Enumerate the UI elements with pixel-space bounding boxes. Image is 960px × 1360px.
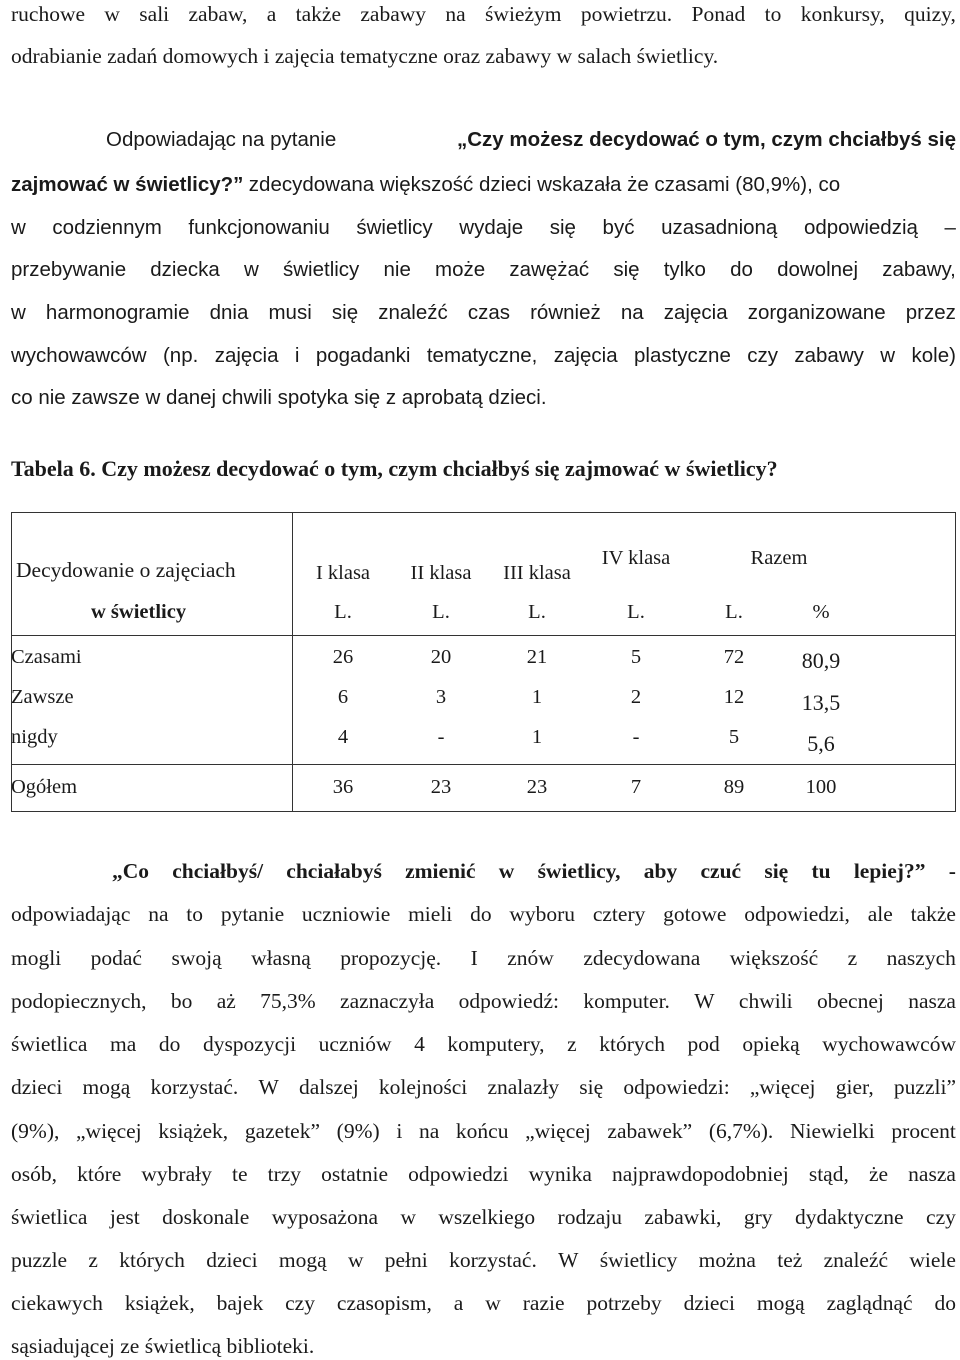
word: większość <box>729 946 819 970</box>
word: świetlicy <box>599 1248 678 1272</box>
word: zabawy, <box>882 258 956 281</box>
word: gazetek” <box>244 1119 321 1143</box>
intro-line-1 <box>11 4 956 26</box>
word: zorganizowane <box>747 301 886 324</box>
word: znów <box>507 946 554 970</box>
word: (np. <box>162 344 199 367</box>
word: końcu <box>455 1119 509 1143</box>
word: wychowawców <box>822 1032 956 1056</box>
word: ostatnie <box>321 1162 389 1186</box>
word: propozycję. <box>340 946 442 970</box>
word: może <box>435 258 486 281</box>
word: swoją <box>171 946 222 970</box>
word: własną <box>251 946 311 970</box>
row-zawsze-class-3: 1 <box>531 686 543 708</box>
word: znaleźć <box>378 301 448 324</box>
paragraph2-line-1 <box>11 861 956 883</box>
header-class-3: III klasa <box>503 562 571 584</box>
word: dalszej <box>298 1075 359 1099</box>
word: i <box>294 344 300 367</box>
word: komputer. <box>583 989 670 1013</box>
row-total-class-4: 7 <box>630 776 642 798</box>
word: ciekawych <box>11 1291 103 1315</box>
header-class-4: IV klasa <box>601 547 671 569</box>
word: czuć <box>700 859 742 883</box>
word: korzystać. <box>150 1075 239 1099</box>
paragraph2-line-8 <box>11 1164 956 1186</box>
word: być <box>602 216 635 239</box>
word: 4 <box>414 1032 425 1056</box>
word: harmonogramie <box>45 301 190 324</box>
table-border-bottom <box>11 811 956 812</box>
row-czasami-percent: 80,9 <box>801 648 841 673</box>
word: pogadanki <box>315 344 411 367</box>
word: tu <box>811 859 831 883</box>
word: zabawy <box>794 344 864 367</box>
row-nigdy-class-4: - <box>632 726 640 748</box>
word: te <box>231 1162 248 1186</box>
word: powietrzu. <box>580 2 673 26</box>
word: także <box>910 902 956 926</box>
row-total-label: Ogółem <box>11 776 78 798</box>
word: na <box>418 1119 440 1143</box>
word: osób, <box>11 1162 57 1186</box>
paragraph1-lead: Odpowiadając na pytanie <box>106 128 337 151</box>
word: W <box>558 1248 579 1272</box>
word: aby <box>643 859 678 883</box>
word: do <box>470 902 492 926</box>
word: a <box>266 2 277 26</box>
subheader-5: L. <box>725 601 743 623</box>
paragraph1-question: „Czy możesz decydować o tym, czym chciałbyś się <box>456 128 956 151</box>
paragraph2-line-4 <box>11 991 956 1013</box>
table-caption: Tabela 6. Czy możesz decydować o tym, czym chciałbyś się zajmować w świetlicy? <box>11 456 778 481</box>
word: sali <box>139 2 170 26</box>
paragraph2-line-12: sąsiadującej ze świetlicą biblioteki. <box>11 1334 315 1358</box>
word: świetlica <box>11 1205 88 1229</box>
word: mogą <box>756 1291 805 1315</box>
word: zajęcia <box>214 344 279 367</box>
word: odpowiadając <box>11 902 131 926</box>
row-nigdy-percent: 5,6 <box>807 731 835 756</box>
word: świetlica <box>11 1032 88 1056</box>
word: zawężać <box>509 258 590 281</box>
row-total-class-2: 23 <box>430 776 452 798</box>
subheader-percent: % <box>812 601 830 623</box>
paragraph1-line-2 <box>11 174 840 196</box>
word: dzieci <box>11 1075 63 1099</box>
word: chciałabyś <box>286 859 382 883</box>
word: aż <box>216 989 236 1013</box>
word: konkursy, <box>800 2 885 26</box>
word: Ponad <box>691 2 746 26</box>
word: mogą <box>278 1248 327 1272</box>
word: I <box>470 946 478 970</box>
word: odpowiedź: <box>458 989 559 1013</box>
word: zabawy <box>360 2 427 26</box>
word: na <box>148 902 169 926</box>
word: świetlicy <box>356 216 433 239</box>
paragraph2-line-6 <box>11 1077 956 1099</box>
word: wszelkiego <box>438 1205 536 1229</box>
row-czasami-total: 72 <box>723 646 745 668</box>
word: też <box>777 1248 803 1272</box>
word: uczniowie <box>301 902 391 926</box>
word: czy <box>747 344 778 367</box>
word: najprawdopodobniej <box>611 1162 789 1186</box>
word: do <box>158 1032 181 1056</box>
word: to <box>186 902 204 926</box>
word: procent <box>891 1119 956 1143</box>
row-zawsze-class-1: 6 <box>337 686 349 708</box>
word: cztery <box>592 902 646 926</box>
word: (9%), <box>11 1119 60 1143</box>
word: mogą <box>82 1075 131 1099</box>
paragraph2-line-7 <box>11 1121 956 1143</box>
word: że <box>868 1162 889 1186</box>
word: odpowiedzi <box>408 1162 509 1186</box>
row-czasami-class-1: 26 <box>332 646 354 668</box>
header-total: Razem <box>750 547 808 569</box>
word: ale <box>867 902 893 926</box>
word: dziecka <box>150 258 220 281</box>
word: zajęcia <box>553 344 618 367</box>
word: nasza <box>908 1162 956 1186</box>
word: quizy, <box>904 2 956 26</box>
header-class-1: I klasa <box>315 562 371 584</box>
word: pełni <box>384 1248 428 1272</box>
row-czasami-label: Czasami <box>11 646 82 668</box>
word: wydaje <box>459 216 524 239</box>
word: stąd, <box>808 1162 849 1186</box>
row-total-total: 89 <box>723 776 745 798</box>
word: można <box>698 1248 756 1272</box>
word: opieką <box>742 1032 800 1056</box>
subheader-2: L. <box>432 601 450 623</box>
word: się <box>613 258 640 281</box>
word: odpowiedzią <box>803 216 918 239</box>
word: w <box>104 2 120 26</box>
word: wynika <box>528 1162 592 1186</box>
word: doskonale <box>162 1205 250 1229</box>
word: wyboru <box>509 902 576 926</box>
row-zawsze-percent: 13,5 <box>801 690 841 715</box>
word: czas <box>467 301 510 324</box>
word: rodzaju <box>557 1205 622 1229</box>
word: „więcej <box>525 1119 591 1143</box>
subheader-3: L. <box>528 601 546 623</box>
paragraph2-line-10 <box>11 1250 956 1272</box>
word: wiele <box>909 1248 956 1272</box>
row-zawsze-class-2: 3 <box>435 686 447 708</box>
word: do <box>934 1291 956 1315</box>
word: dowolnej <box>777 258 858 281</box>
word: uzasadnioną <box>661 216 778 239</box>
paragraph1-line-7: co nie zawsze w danej chwili spotyka się z aprobatą dzieci. <box>11 386 547 409</box>
row-czasami-class-4: 5 <box>630 646 642 668</box>
word: w <box>11 301 26 324</box>
word: znaleźć <box>823 1248 889 1272</box>
word: w <box>11 216 26 239</box>
word: W <box>694 989 715 1013</box>
row-czasami-class-3: 21 <box>526 646 548 668</box>
word: komputery, <box>447 1032 545 1056</box>
paragraph2-line-3 <box>11 948 956 970</box>
row-nigdy-class-2: - <box>437 726 445 748</box>
row-nigdy-label: nigdy <box>11 726 58 748</box>
word: razie <box>522 1291 565 1315</box>
word: odpowiedzi, <box>744 902 850 926</box>
word: chwili <box>738 989 793 1013</box>
word: pod <box>687 1032 720 1056</box>
word: zajęcia <box>663 301 728 324</box>
subheader-1: L. <box>334 601 352 623</box>
word: w <box>498 859 515 883</box>
word: które <box>77 1162 122 1186</box>
word: również <box>530 301 601 324</box>
word: na <box>620 301 644 324</box>
word: zdecydowana <box>583 946 701 970</box>
header-label-line-1: Decydowanie o zajęciach <box>16 558 236 582</box>
word: „więcej <box>76 1119 142 1143</box>
word: - <box>948 859 956 883</box>
word: kole) <box>911 344 956 367</box>
word: także <box>295 2 342 26</box>
word: z <box>88 1248 98 1272</box>
word: znalazły <box>487 1075 560 1099</box>
header-class-2: II klasa <box>410 562 472 584</box>
word: zaglądnąć <box>826 1291 913 1315</box>
word: 75,3% <box>260 989 316 1013</box>
paragraph2-line-2 <box>11 904 956 926</box>
row-nigdy-class-3: 1 <box>531 726 543 748</box>
word: mogli <box>11 946 62 970</box>
row-nigdy-total: 5 <box>728 726 740 748</box>
word: wyposażona <box>271 1205 379 1229</box>
paragraph2-line-9 <box>11 1207 956 1229</box>
word: zmienić <box>405 859 476 883</box>
row-nigdy-class-1: 4 <box>337 726 349 748</box>
row-total-percent: 100 <box>805 776 837 798</box>
word: codziennym <box>52 216 162 239</box>
word: się <box>764 859 789 883</box>
row-total-class-3: 23 <box>526 776 548 798</box>
word: świetlicy, <box>537 859 621 883</box>
word: to <box>764 2 782 26</box>
word: dydaktyczne <box>794 1205 904 1229</box>
word: podopiecznych, <box>11 989 147 1013</box>
word: świetlicy <box>282 258 360 281</box>
word: (6,7%). <box>708 1119 774 1143</box>
word: w <box>400 1205 416 1229</box>
word: pytanie <box>220 902 285 926</box>
word: w <box>243 258 259 281</box>
paragraph1-line2-text: zdecydowana większość dzieci wskazała że czasami (80,9%), co <box>248 173 841 196</box>
word: z <box>847 946 858 970</box>
paragraph2-line-5 <box>11 1034 956 1056</box>
word: bo <box>170 989 193 1013</box>
header-label-line-2: w świetlicy <box>91 601 187 623</box>
word: obecnej <box>817 989 884 1013</box>
word: – <box>944 216 956 239</box>
word: W <box>258 1075 279 1099</box>
word: „Co <box>112 859 150 883</box>
word: czy <box>285 1291 315 1315</box>
intro-line-2: odrabianie zadań domowych i zajęcia tematyczne oraz zabawy w salach świetlicy. <box>11 44 719 68</box>
paragraph1-line-4 <box>11 260 956 281</box>
word: gotowe <box>663 902 727 926</box>
word: przebywanie <box>11 258 127 281</box>
word: czy <box>926 1205 956 1229</box>
word: jest <box>109 1205 140 1229</box>
row-zawsze-label: Zawsze <box>11 686 74 708</box>
word: których <box>599 1032 665 1056</box>
word: w <box>880 344 896 367</box>
subheader-4: L. <box>627 601 645 623</box>
word: z <box>567 1032 577 1056</box>
table-label-divider <box>292 512 293 812</box>
word: potrzeby <box>586 1291 662 1315</box>
word: dzieci <box>683 1291 735 1315</box>
word: zaznaczyła <box>340 989 435 1013</box>
word: puzzli” <box>893 1075 956 1099</box>
word: naszych <box>886 946 956 970</box>
paragraph1-line-5 <box>11 303 956 324</box>
word: lepiej?” <box>853 859 926 883</box>
word: (9%) <box>336 1119 380 1143</box>
word: plastyczne <box>633 344 731 367</box>
word: ma <box>110 1032 137 1056</box>
word: na <box>445 2 466 26</box>
word: puzzle <box>11 1248 68 1272</box>
word: się <box>331 301 359 324</box>
word: zabawki, <box>644 1205 722 1229</box>
paragraph1-line-1 <box>11 130 956 151</box>
row-total-class-1: 36 <box>332 776 354 798</box>
word: nie <box>383 258 411 281</box>
table-header-divider <box>11 635 956 636</box>
word: gier, <box>835 1075 874 1099</box>
word: książek, <box>124 1291 195 1315</box>
table-total-divider <box>11 764 956 765</box>
word: uczniów <box>318 1032 392 1056</box>
word: musi <box>268 301 312 324</box>
word: korzystać. <box>449 1248 537 1272</box>
word: trzy <box>267 1162 302 1186</box>
word: książek, <box>158 1119 229 1143</box>
word: zabawek” <box>607 1119 693 1143</box>
word: świeżym <box>485 2 562 26</box>
word: i <box>396 1119 403 1143</box>
table-border-top <box>11 512 956 513</box>
word: kolejności <box>378 1075 468 1099</box>
paragraph2-line-11 <box>11 1293 956 1315</box>
paragraph1-line-6 <box>11 346 956 367</box>
word: dzieci <box>206 1248 258 1272</box>
word: zabaw, <box>188 2 248 26</box>
word: tylko <box>663 258 706 281</box>
word: podać <box>90 946 142 970</box>
word: tematyczne, <box>426 344 538 367</box>
word: czasopism, <box>336 1291 432 1315</box>
row-zawsze-class-4: 2 <box>630 686 642 708</box>
row-zawsze-total: 12 <box>723 686 745 708</box>
paragraph1-line-3 <box>11 218 956 239</box>
word: nasza <box>908 989 956 1013</box>
word: bajek <box>216 1291 264 1315</box>
word: a <box>453 1291 464 1315</box>
word: się <box>549 216 576 239</box>
word: wychowawców <box>11 344 147 367</box>
paragraph1-question-end: zajmować w świetlicy?” <box>11 173 244 196</box>
table-border-right <box>955 512 956 812</box>
word: funkcjonowaniu <box>188 216 330 239</box>
word: do <box>730 258 753 281</box>
word: dnia <box>209 301 249 324</box>
word: których <box>119 1248 185 1272</box>
row-czasami-class-2: 20 <box>430 646 452 668</box>
word: w <box>485 1291 501 1315</box>
word: chciałbyś/ <box>172 859 264 883</box>
word: mieli <box>408 902 453 926</box>
word: wybrały <box>141 1162 212 1186</box>
word: się <box>579 1075 604 1099</box>
word: „więcej <box>749 1075 816 1099</box>
word: gry <box>743 1205 773 1229</box>
word: Niewielki <box>789 1119 875 1143</box>
word: w <box>347 1248 364 1272</box>
word: przez <box>905 301 956 324</box>
word: odpowiedzi: <box>623 1075 730 1099</box>
word: ruchowe <box>11 2 86 26</box>
results-table <box>11 512 956 812</box>
word: dyspozycji <box>202 1032 297 1056</box>
